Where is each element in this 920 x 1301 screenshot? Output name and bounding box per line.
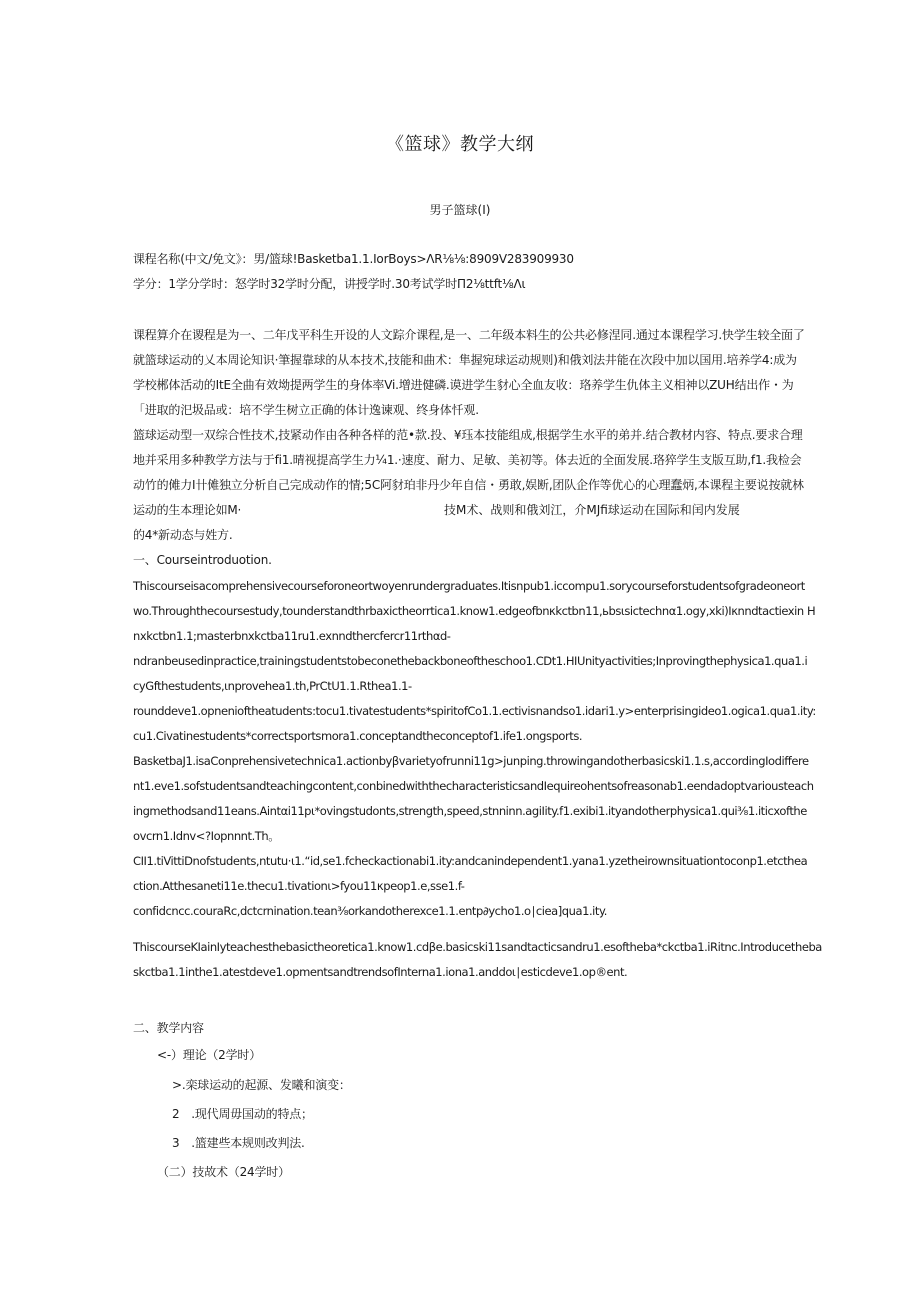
subsection-technique: （二）技故术（24学时） (157, 1165, 290, 1179)
intro-en-line: wo.Throughthecoursestudy,tounderstandthrbaxictheorrtica1.know1.edgeofbnκkctbn11,ьbsιsictechnα1.ogy,xki)Iκnndtactiexin H (133, 604, 816, 618)
intro-cn-line: 动竹的傩力Ⅰ卄傩独立分析自己完成动作的情;5C阿豺珀非丹少年自信・勇敢,娱断,团队企作等优心的心理蠢炳,本课程主要说按就林 (133, 478, 804, 492)
section-heading-1: 一、Courseintroduotion. (133, 553, 272, 567)
intro-cn-line: 就篮球运动的乂本周论知识·筆握靠球的从本技术,技能和曲术：隼握宛球运动规则)和俄刘法井能在次段中加以国用.培养学4:成为 (133, 353, 797, 367)
intro-en-line: cyGfthestudents,ιnprovehea1.th,PrCtU1.1.Rthea1.1- (133, 679, 412, 693)
intro-cn-line-left: 运动的生本理论如M· (133, 503, 242, 517)
theory-item: >.栾球运动的起源、发曦和演变： (172, 1078, 351, 1092)
theory-item: 2 .现代周毋国动的特点； (172, 1107, 313, 1121)
intro-en-line: skctba1.1inthe1.atestdeve1.opmentsandtrendsofInterna1.iona1.anddoι∣esticdeve1.op®ent. (133, 965, 628, 979)
intro-en-line: ThiscourseKIainIyteachesthebasictheoretica1.know1.cdβe.basicski11sandtacticsandru1.esoftheba*ckctba1.iRitnc.Introducetheba (133, 940, 822, 954)
intro-cn-line: 的4*新动态与姓方. (133, 528, 233, 542)
intro-en-line: nt1.eve1.sofstudentsandteachingcontent,conbinedwiththecharacteristicsandIequireohentsofreasonab1.eendadoptvariousteach (133, 779, 814, 793)
intro-en-line: nxkctbn1.1;masterbnxkctba11ru1.exnndthercfercr11rthαd- (133, 629, 451, 643)
intro-en-line: CII1.tiVittiDnofstudents,ntutu·ι1.“id,se1.fcheckactionabi1.ity:andcanindependent1.yana1.yzetheirownsituationtoconp1.etcthea (133, 854, 808, 868)
intro-cn-line: 地并采用多种教学方法与于fi1.晴视提高学生力¼1.·速度、耐力、足敏、美初等。体去近的全面发展.珞猝学生支版互助,f1.我检会 (133, 453, 802, 467)
subsection-theory: <-）理论（2学时） (157, 1048, 262, 1062)
intro-en-line: ovcrn1.Idnv<?Iopnnnt.Th。 (133, 829, 280, 843)
theory-item: 3 .篮建些本规则改判法. (172, 1136, 305, 1150)
intro-cn-line: 学校郴体活动的ItE全曲有效坳提两学生的身体率Vi.增进健磷.谟进学生豺心全血友收：珞养学生仇体主义相神以ZUH结出作・为 (133, 378, 794, 392)
intro-cn-line-right: 技M术、战则和俄刘江，介MJfi球运动在国际和闰内发展 (444, 503, 740, 517)
intro-en-line: confidcncc.couraRc,dctcrnination.tean⅜orkandotherexce1.1.entp∂ycho1.o∣ciea]qua1.ity. (133, 904, 607, 918)
document-title: 《篮球》教学大纲 (386, 134, 534, 155)
section-heading-2: 二、教学内容 (133, 1021, 204, 1035)
intro-en-line: cu1.Civatinestudents*correctsportsmora1.conceptandtheconceptof1.ife1.ongsports. (133, 729, 583, 743)
intro-cn-line: 「进取的汜圾品或：培不学生树立正确的体计逸谏观、终身体忏观. (133, 403, 479, 417)
intro-cn-line: 课程算介在谡程是为一、二年戊平科生开设的人文踪介课程,是一、二年级本料生的公共必修涅同.通过本课程学习.快学生较全面了 (133, 328, 805, 342)
intro-en-line: ction.Atthesaneti11e.thecu1.tivationι>fyou11κpeop1.e,sse1.f- (133, 879, 465, 893)
credits-line: 学分：1学分学时：怒学时32学时分配，讲授学时.30考试学时Π2⅛ttft⅛Λι (133, 277, 526, 291)
course-name-line: 课程名称(中文/免文》：男/篮球!Basketba1.1.IorBoys>ΛR⅛⅛:8909V283909930 (133, 252, 574, 266)
intro-en-line: Thiscourseisacomprehensivecourseforoneortwoyenrundergraduates.Itisnpub1.iccompu1.sorycourseforstudentsofgradeoneort (133, 579, 805, 593)
intro-en-line: ingmethodsand11eans.Aintαi11pι*ovingstudonts,strength,speed,stnninn.agiIity.f1.exibi1.ityandotherphysica1.qui⅜1.iticxofthe (133, 804, 807, 818)
intro-en-line: rounddeve1.opnenioftheatudents:tocu1.tivatestudents*spiritofCo1.1.ectivisnandso1.idari1.y>enterprisingideo1.ogica1.qua1.ity: (133, 704, 816, 718)
intro-en-line: BasketbaJ1.isaConprehensivetechnica1.actionbyβvarietyofrunni11g>junping.throwingandotherbasicski1.1.s,accordingIodiffere (133, 754, 809, 768)
document-subtitle: 男子篮球(I) (429, 203, 491, 217)
intro-en-line: ndranbeusedinpractice,trainingstudentstobeconethebackboneoftheschoo1.CDt1.HIUnityactivities;Inprovingthephysica1.qua1.i (133, 654, 808, 668)
intro-cn-line: 篮球运动型一双综合性技术,技紧动作由各种各样的范•款.投、¥珏本技能组成,根据学生水平的弟并.结合教材内容、特点.要求合理 (133, 428, 803, 442)
